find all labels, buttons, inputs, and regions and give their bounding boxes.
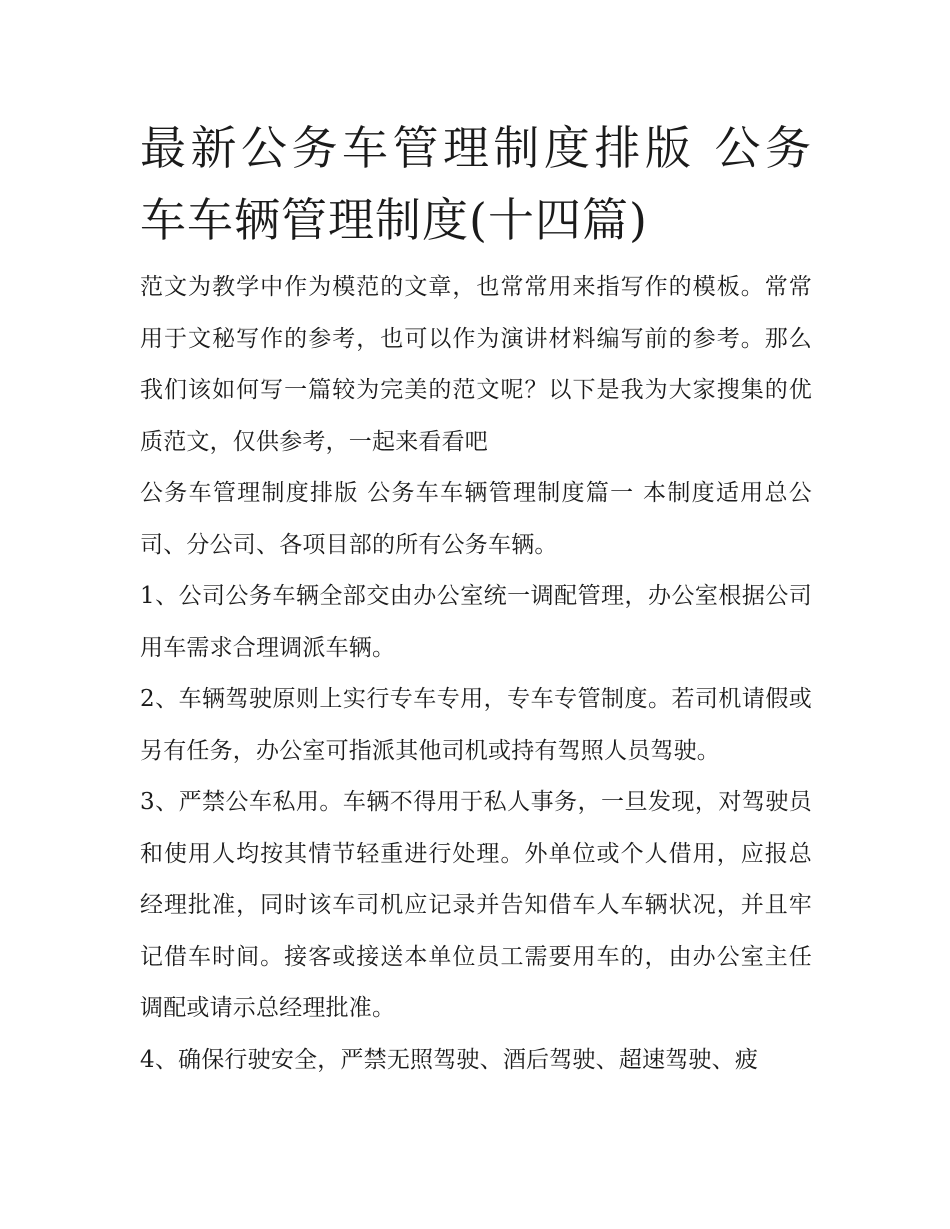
rule-2-paragraph: 2、车辆驾驶原则上实行专车专用，专车专管制度。若司机请假或另有任务，办公室可指派其他司机或持有驾照人员驾驶。 [140,686,812,764]
section-one-paragraph: 公务车管理制度排版 公务车车辆管理制度篇一 本制度适用总公司、分公司、各项目部的所有公务车辆。 [140,480,812,558]
rule-3-paragraph: 3、严禁公车私用。车辆不得用于私人事务，一旦发现，对驾驶员和使用人均按其情节轻重进行处理。外单位或个人借用，应报总经理批准，同时该车司机应记录并告知借车人车辆状况，并且牢记借车时间。接客或接送本单位员工需要用车的，由办公室主任调配或请示总经理批准。 [140,789,812,1021]
intro-paragraph: 范文为教学中作为模范的文章，也常常用来指写作的模板。常常用于文秘写作的参考，也可以作为演讲材料编写前的参考。那么我们该如何写一篇较为完美的范文呢？以下是我为大家搜集的优质范文，仅供参考，一起来看看吧 [140,274,812,455]
document-page [140,112,812,1086]
document-title: 最新公务车管理制度排版 公务车车辆管理制度(十四篇) [140,121,812,247]
rule-1-paragraph: 1、公司公务车辆全部交由办公室统一调配管理，办公室根据公司用车需求合理调派车辆。 [140,583,812,661]
rule-4-paragraph: 4、确保行驶安全，严禁无照驾驶、酒后驾驶、超速驾驶、疲 [140,1046,759,1073]
